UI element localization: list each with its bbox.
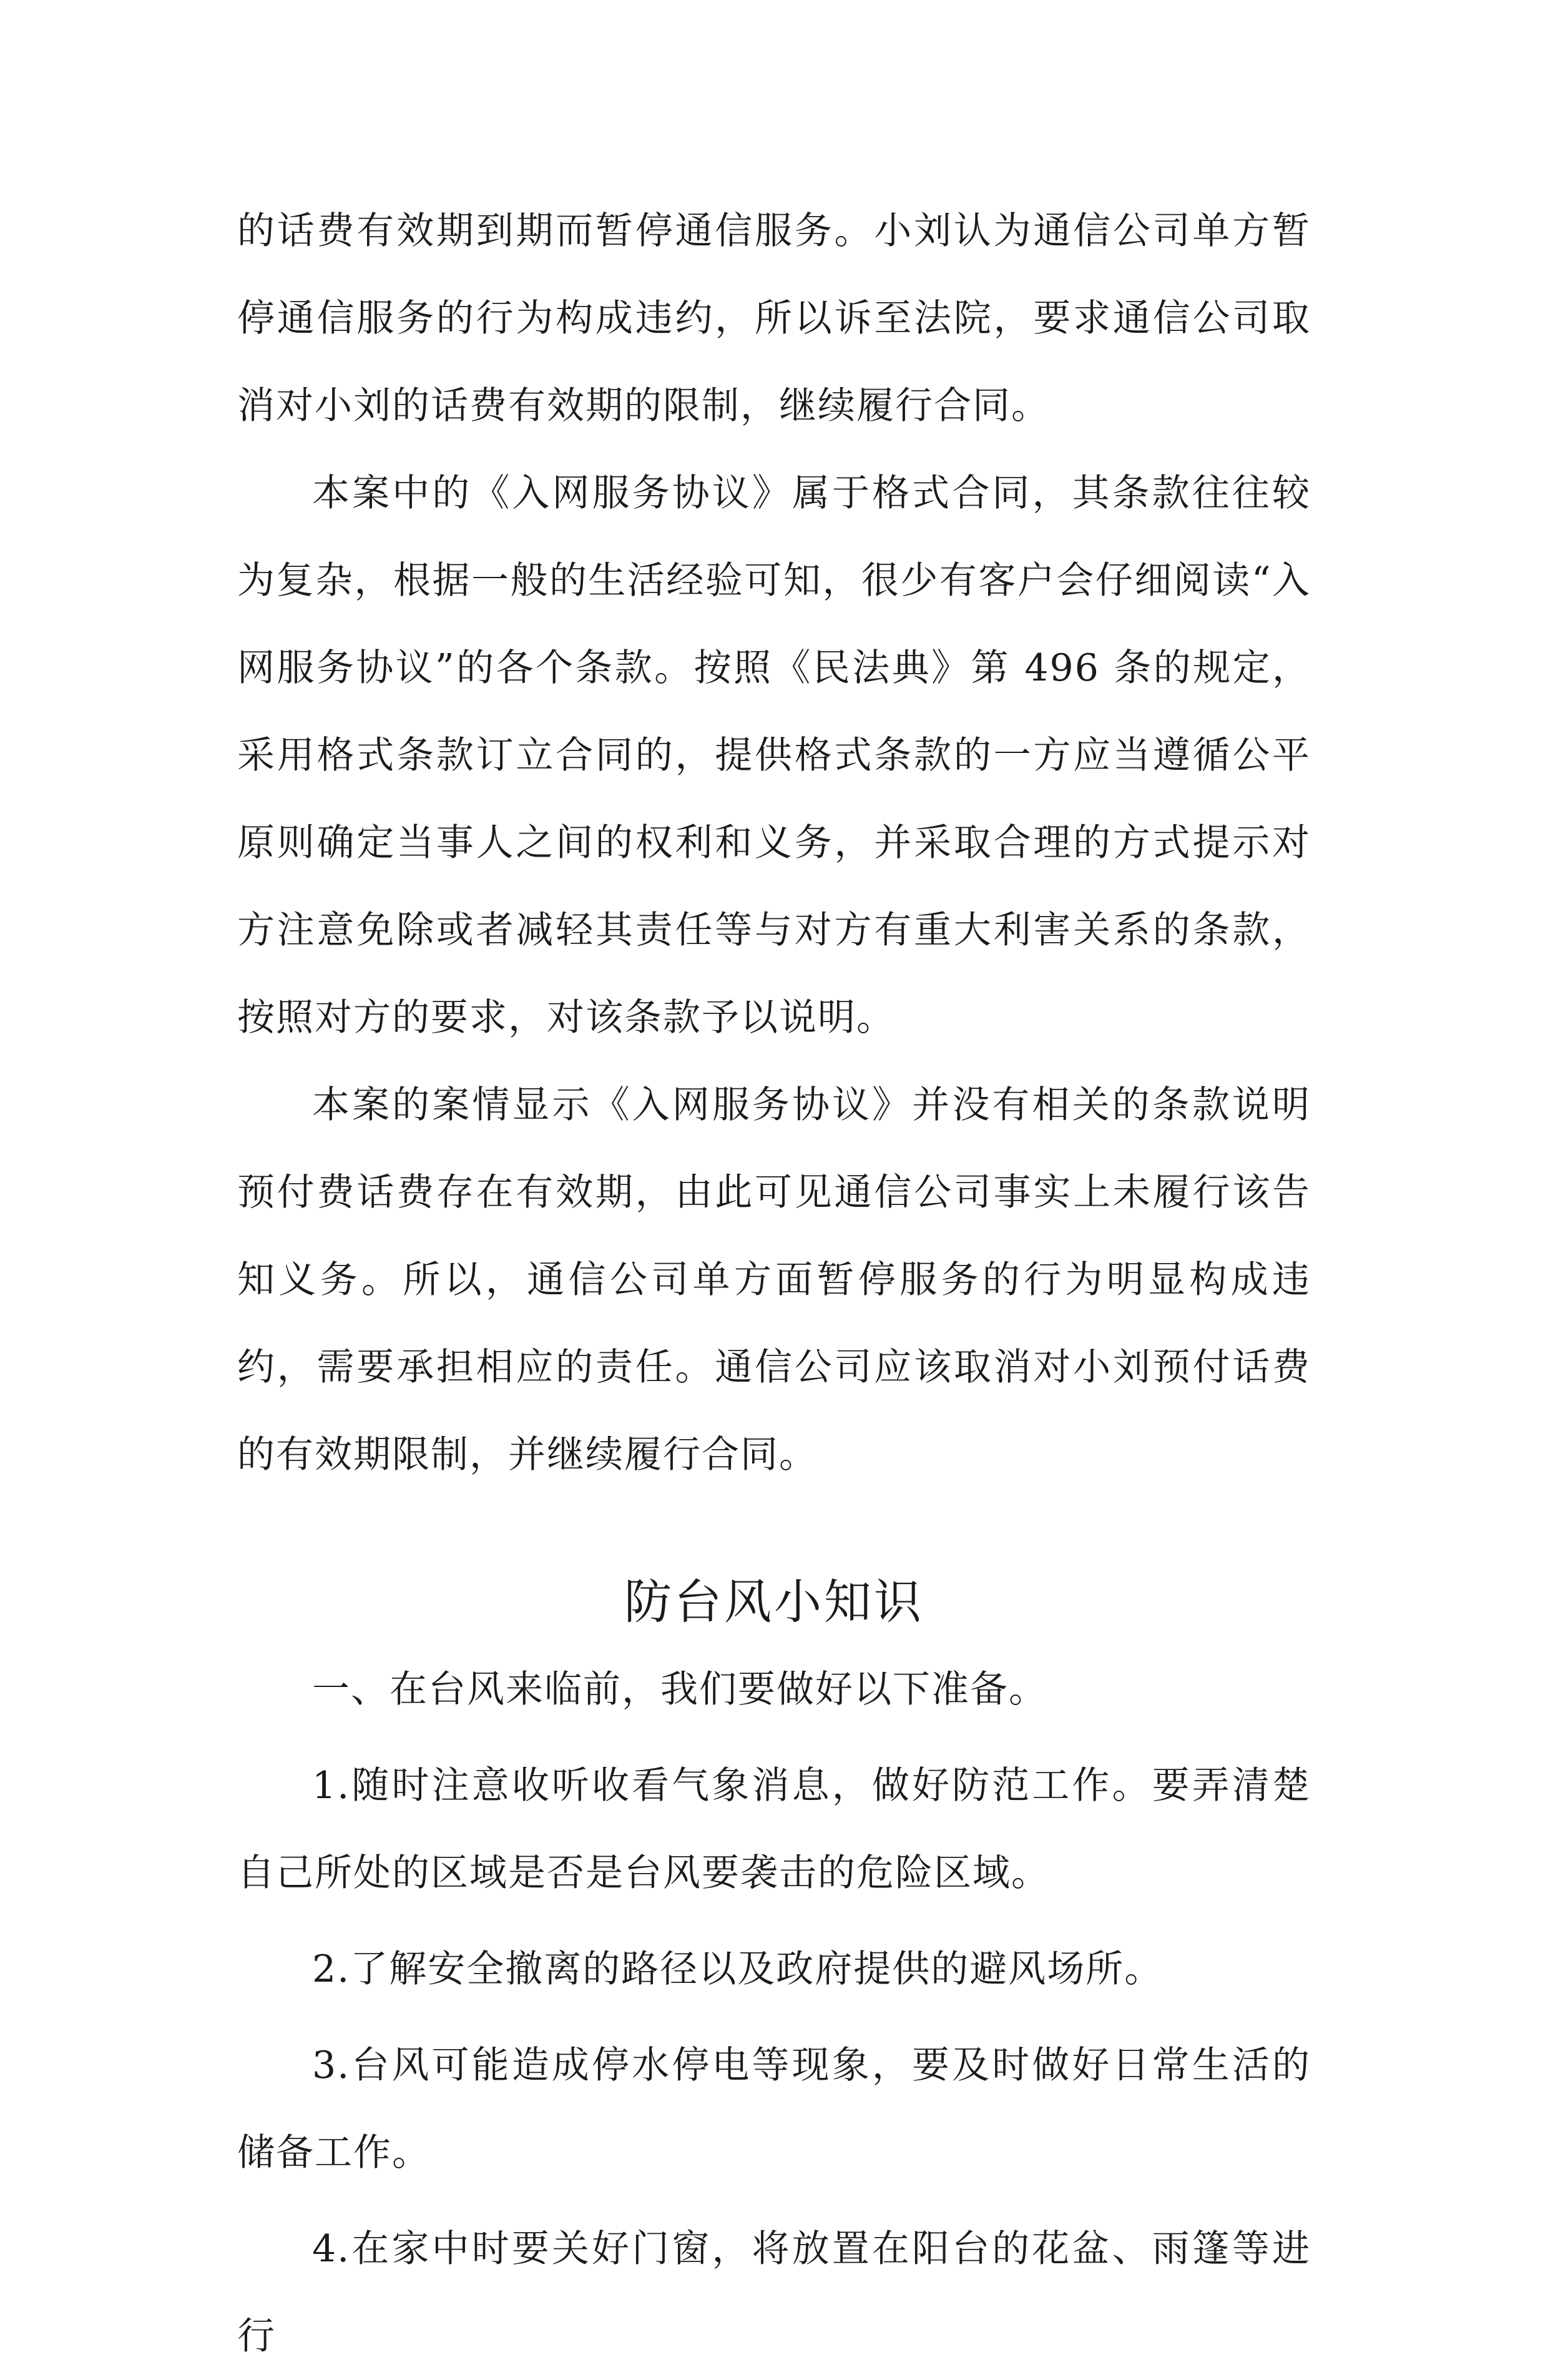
typhoon-intro: 一、在台风来临前，我们要做好以下准备。 <box>312 1668 1047 1711</box>
case-paragraph-conclusion: 本案的案情显示《入网服务协议》并没有相关的条款说明预付费话费存在有效期，由此可见通信公司事实上未履行该告知义务。所以，通信公司单方面暂停服务的行为明显构成违约，需要承担相应的责任。通信公司应该取消对小刘预付话费的有效期限制，并继续履行合同。 <box>237 1083 1311 1477</box>
typhoon-item-4: 4.在家中时要关好门窗，将放置在阳台的花盆、雨篷等进行 <box>237 2227 1311 2358</box>
typhoon-item-1: 1.随时注意收听收看气象消息，做好防范工作。要弄清楚自己所处的区域是否是台风要袭击的危险区域。 <box>237 1764 1311 1895</box>
typhoon-item-2: 2.了解安全撤离的路径以及政府提供的避风场所。 <box>312 1947 1163 1991</box>
typhoon-item-3: 3.台风可能造成停水停电等现象，要及时做好日常生活的储备工作。 <box>237 2043 1311 2175</box>
document-page <box>237 187 1311 2380</box>
case-paragraph-analysis: 本案中的《入网服务协议》属于格式合同，其条款往往较为复杂，根据一般的生活经验可知，很少有客户会仔细阅读“入网服务协议”的各个条款。按照《民法典》第 496 条的规定，采用格式条款订立合同的，提供格式条款的一方应当遵循公平原则确定当事人之间的权利和义务，并采取合理的方式提示对方注意免除或者减轻其责任等与对方有重大利害关系的条款，按照对方的要求，对该条款予以说明。 <box>237 471 1311 1040</box>
section-title: 防台风小知识 <box>624 1574 924 1630</box>
case-paragraph-continued: 的话费有效期到期而暂停通信服务。小刘认为通信公司单方暂停通信服务的行为构成违约，所以诉至法院，要求通信公司取消对小刘的话费有效期的限制，继续履行合同。 <box>237 209 1311 428</box>
